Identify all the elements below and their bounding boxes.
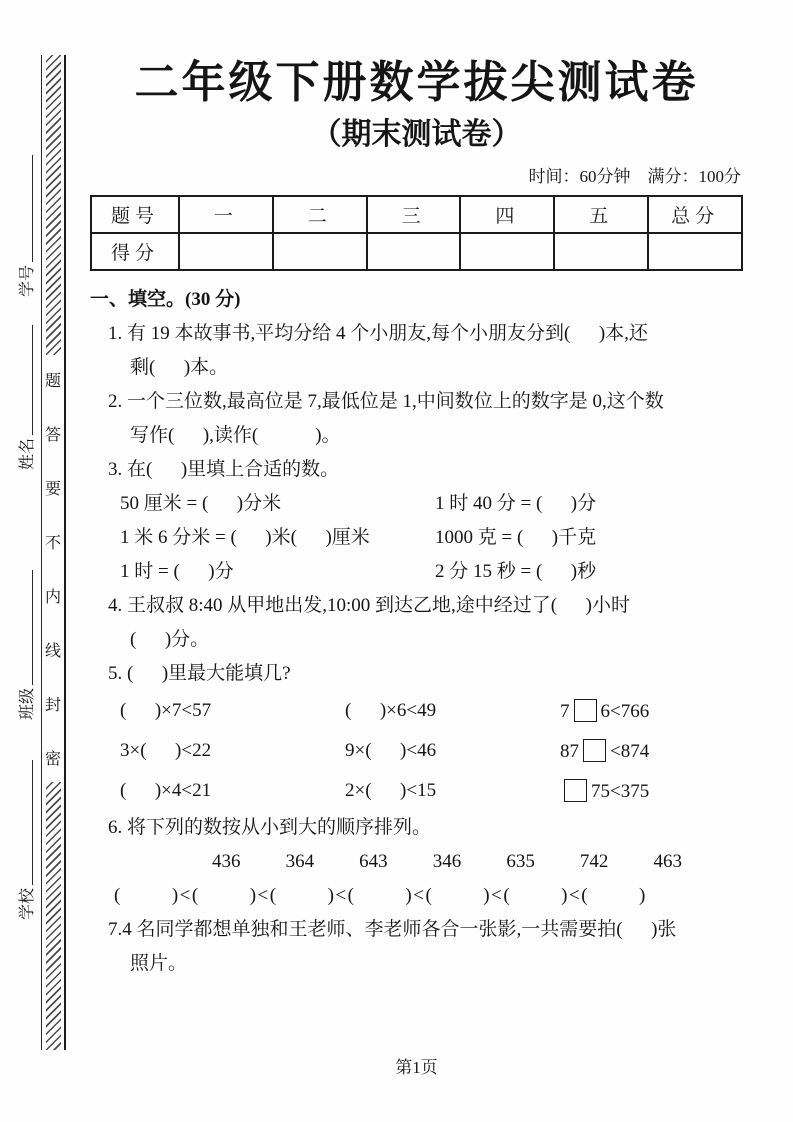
score-table-header-row	[91, 196, 742, 233]
q6-number: 364	[285, 851, 315, 872]
q5-expression-part: 7	[560, 701, 570, 722]
score-cell-empty	[273, 233, 367, 270]
score-row-label: 得分	[91, 233, 179, 270]
fill-blank-box	[574, 699, 597, 722]
seal-char: 答	[44, 427, 61, 444]
question-6-intro: 6. 将下列的数按从小到大的顺序排列。	[108, 817, 432, 838]
score-header-cell: 二	[273, 196, 367, 233]
score-header-cell: 五	[554, 196, 648, 233]
side-field-student-number	[12, 155, 38, 297]
q6-number: 463	[653, 851, 682, 872]
score-header-cell: 一	[179, 196, 273, 233]
question-5-intro: 5. ( )里最大能填几?	[108, 663, 291, 684]
fill-blank-box	[564, 779, 587, 802]
seal-hash-marks-top	[46, 55, 61, 355]
q5-expression	[560, 779, 649, 803]
q6-number: 436	[212, 851, 241, 872]
seal-hash-marks-bottom	[46, 782, 61, 1050]
seal-char: 线	[44, 643, 61, 660]
q5-expression: ( )×6<49	[345, 700, 437, 721]
exam-content	[90, 42, 743, 981]
score-cell-empty	[367, 233, 461, 270]
page-number-footer: 第1页	[395, 1058, 438, 1077]
question-2-line: 2. 一个三位数,最高位是 7,最低位是 1,中间数位上的数字是 0,这个数	[108, 391, 664, 412]
section-heading: 一、填空。(30 分)	[90, 289, 241, 310]
question-1-line: 剩( )本。	[130, 357, 229, 378]
question-5-row	[90, 731, 743, 771]
seal-char: 题	[44, 373, 61, 390]
side-field-student-name	[12, 325, 38, 470]
exam-time-score-info: 时间：60分钟 满分：100分	[528, 167, 741, 186]
conversion-row	[90, 521, 743, 555]
score-header-cell: 题号	[91, 196, 179, 233]
q6-number: 635	[506, 851, 535, 872]
q5-expression-part: <874	[610, 741, 650, 762]
conversion-item: 2 分 15 秒 = ( )秒	[435, 561, 597, 582]
score-cell-empty	[554, 233, 648, 270]
seal-line-text	[45, 355, 61, 782]
paper-title: 二年级下册数学拔尖测试卷	[134, 58, 699, 107]
section-fill-in-blanks	[90, 283, 743, 981]
question-7-line: 7.4 名同学都想单独和王老师、李老师各合一张影,一共需要拍( )张	[108, 919, 677, 940]
score-header-cell: 三	[367, 196, 461, 233]
seal-char: 内	[44, 589, 61, 606]
question-4-line: 4. 王叔叔 8:40 从甲地出发,10:00 到达乙地,途中经过了( )小时	[108, 595, 630, 616]
student-name-blank-line	[12, 325, 33, 435]
fill-blank-box	[583, 739, 606, 762]
seal-char: 要	[44, 481, 61, 498]
conversion-item: 1000 克 = ( )千克	[435, 527, 597, 548]
seal-char: 密	[44, 751, 61, 768]
q6-number: 643	[359, 851, 388, 872]
seal-char: 不	[44, 535, 61, 552]
conversion-row	[90, 555, 743, 589]
q5-expression: ( )×7<57	[120, 700, 212, 721]
q6-number: 742	[579, 851, 609, 872]
seal-line-strip	[41, 55, 66, 1050]
q5-expression: 3×( )<22	[120, 740, 212, 761]
question-5-row	[90, 771, 743, 811]
side-field-class	[12, 570, 38, 720]
side-field-label: 班级	[18, 687, 36, 720]
conversion-item: 50 厘米 = ( )分米	[120, 493, 282, 514]
class-blank-line	[12, 570, 33, 685]
q5-expression-part: 87	[560, 741, 579, 762]
score-cell-empty	[179, 233, 273, 270]
question-7-line: 照片。	[130, 953, 188, 974]
q5-expression: 2×( )<15	[345, 780, 437, 801]
q5-expression: ( )×4<21	[120, 780, 212, 801]
score-cell-empty	[648, 233, 742, 270]
paper-subtitle: （期末测试卷）	[311, 118, 522, 151]
question-1-line: 1. 有 19 本故事书,平均分给 4 个小朋友,每个小朋友分到( )本,还	[108, 323, 648, 344]
q5-expression: 9×( )<46	[345, 740, 437, 761]
student-number-blank-line	[12, 155, 33, 262]
question-6-numbers	[212, 845, 682, 879]
score-table-score-row	[91, 233, 742, 270]
score-header-cell: 四	[460, 196, 554, 233]
score-header-cell: 总分	[648, 196, 742, 233]
q6-number: 346	[432, 851, 462, 872]
conversion-item: 1 时 40 分 = ( )分	[435, 493, 597, 514]
conversion-item: 1 时 = ( )分	[120, 561, 234, 582]
conversion-row	[90, 487, 743, 521]
conversion-item: 1 米 6 分米 = ( )米( )厘米	[120, 527, 370, 548]
q5-expression	[560, 699, 649, 723]
seal-char: 封	[44, 697, 61, 714]
q5-expression-part: 75<375	[591, 781, 650, 802]
question-2-line: 写作( ),读作( )。	[130, 425, 341, 446]
q5-expression	[560, 739, 649, 763]
question-3-intro: 3. 在( )里填上合适的数。	[108, 459, 340, 480]
school-blank-line	[12, 760, 33, 885]
score-cell-empty	[460, 233, 554, 270]
question-4-line: ( )分。	[130, 629, 210, 650]
score-table	[90, 195, 743, 271]
side-field-school	[12, 760, 38, 920]
side-field-label: 学号	[18, 264, 36, 297]
question-6-order-chain: ( )<( )<( )<( )<( )<( )<( )	[114, 885, 647, 906]
side-field-label: 姓名	[18, 437, 36, 470]
q5-expression-part: 6<766	[600, 701, 650, 722]
question-5-row	[90, 691, 743, 731]
side-field-label: 学校	[18, 887, 36, 920]
